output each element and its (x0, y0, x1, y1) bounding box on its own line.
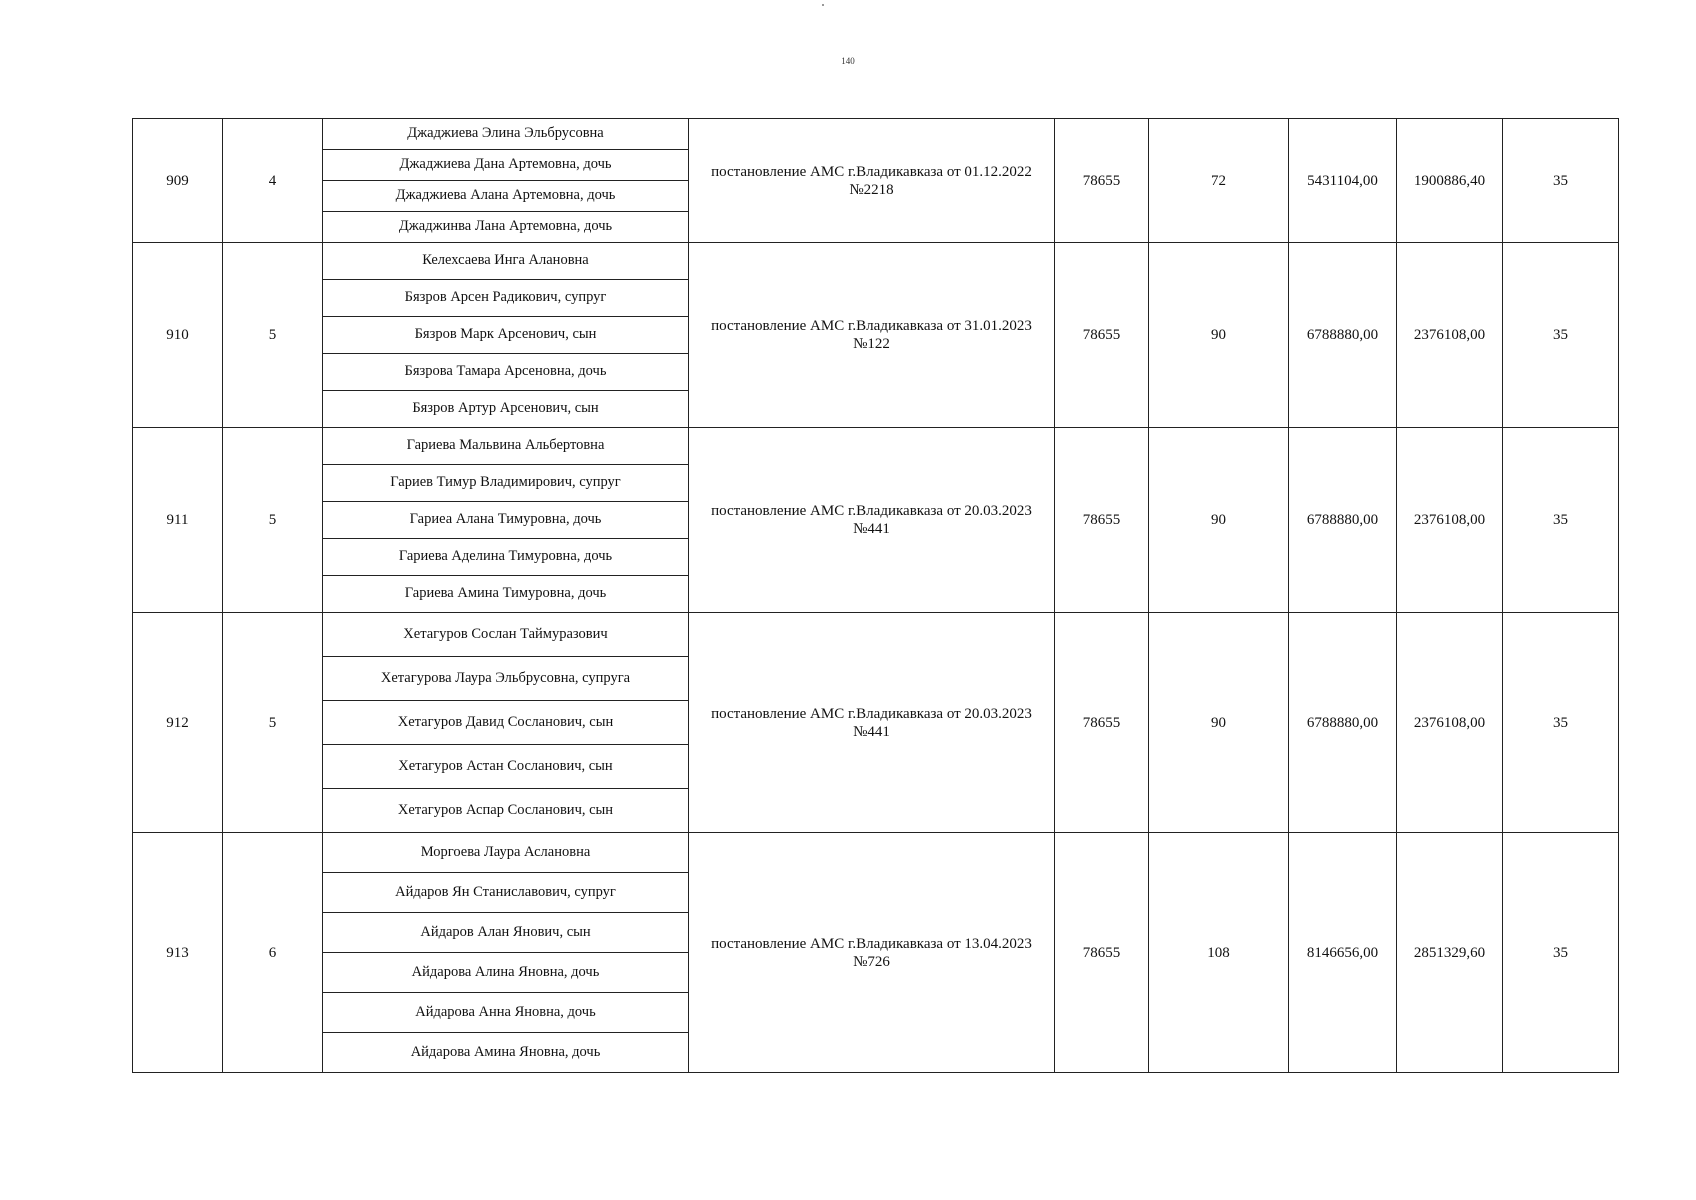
subsidy-amount: 2376108,00 (1397, 243, 1503, 428)
decree-cell (689, 428, 1055, 613)
family-member-name: Джаджинва Лана Артемовна, дочь (323, 212, 689, 243)
family-member-name: Джаджиева Дана Артемовна, дочь (323, 150, 689, 181)
scan-artifact (822, 4, 824, 6)
decree-number: №441 (853, 521, 890, 537)
family-member-name: Айдаров Ян Станиславович, супруг (323, 873, 689, 913)
decree-text: постановление АМС г.Владикавказа от 20.03.2023 (711, 705, 1032, 722)
family-size: 4 (223, 119, 323, 243)
housing-area: 72 (1149, 119, 1289, 243)
decree-number: №441 (853, 723, 890, 740)
decree-number: №726 (853, 953, 890, 970)
family-member-name: Гариева Аделина Тимуровна, дочь (323, 539, 689, 576)
records-body (133, 119, 1619, 1073)
records-table (132, 118, 1619, 1073)
family-member-name: Бязров Марк Арсенович, сын (323, 317, 689, 354)
family-member-name: Гариева Амина Тимуровна, дочь (323, 576, 689, 613)
price-per-sqm: 78655 (1055, 119, 1149, 243)
table-row (133, 243, 1619, 280)
decree-number: №2218 (849, 181, 894, 198)
subsidy-amount: 2376108,00 (1397, 613, 1503, 833)
subsidy-amount: 1900886,40 (1397, 119, 1503, 243)
table-row (133, 613, 1619, 657)
family-member-name: Хетагуров Сослан Таймуразович (323, 613, 689, 657)
record-number: 909 (133, 119, 223, 243)
decree-text: постановление АМС г.Владикавказа от 20.03.2023 (711, 503, 1032, 519)
price-per-sqm: 78655 (1055, 833, 1149, 1073)
family-member-name: Хетагуров Аспар Сосланович, сын (323, 789, 689, 833)
family-size: 5 (223, 428, 323, 613)
total-cost: 6788880,00 (1289, 613, 1397, 833)
decree-text: постановление АМС г.Владикавказа от 01.12.2022 (711, 163, 1032, 180)
price-per-sqm: 78655 (1055, 613, 1149, 833)
total-cost: 8146656,00 (1289, 833, 1397, 1073)
decree-cell (689, 833, 1055, 1073)
decree-cell (689, 243, 1055, 428)
family-member-name: Айдаров Алан Янович, сын (323, 913, 689, 953)
subsidy-percent: 35 (1503, 119, 1619, 243)
family-member-name: Айдарова Амина Яновна, дочь (323, 1033, 689, 1073)
family-member-name: Келехсаева Инга Алановна (323, 243, 689, 280)
housing-area: 90 (1149, 428, 1289, 613)
family-size: 5 (223, 613, 323, 833)
record-number: 912 (133, 613, 223, 833)
family-member-name: Гариеа Алана Тимуровна, дочь (323, 502, 689, 539)
subsidy-amount: 2851329,60 (1397, 833, 1503, 1073)
total-cost: 5431104,00 (1289, 119, 1397, 243)
family-size: 5 (223, 243, 323, 428)
price-per-sqm: 78655 (1055, 243, 1149, 428)
family-member-name: Айдарова Анна Яновна, дочь (323, 993, 689, 1033)
family-member-name: Гариева Мальвина Альбертовна (323, 428, 689, 465)
housing-area: 90 (1149, 243, 1289, 428)
family-member-name: Моргоева Лаура Аслановна (323, 833, 689, 873)
housing-area: 108 (1149, 833, 1289, 1073)
table-row (133, 428, 1619, 465)
decree-text: постановление АМС г.Владикавказа от 13.04.2023 (711, 935, 1032, 952)
table-row (133, 119, 1619, 150)
decree-cell (689, 119, 1055, 243)
subsidy-amount: 2376108,00 (1397, 428, 1503, 613)
family-member-name: Бязров Артур Арсенович, сын (323, 391, 689, 428)
family-member-name: Гариев Тимур Владимирович, супруг (323, 465, 689, 502)
subsidy-percent: 35 (1503, 428, 1619, 613)
record-number: 911 (133, 428, 223, 613)
family-member-name: Айдарова Алина Яновна, дочь (323, 953, 689, 993)
decree-cell (689, 613, 1055, 833)
record-number: 910 (133, 243, 223, 428)
family-size: 6 (223, 833, 323, 1073)
family-member-name: Джаджиева Элина Эльбрусовна (323, 119, 689, 150)
price-per-sqm: 78655 (1055, 428, 1149, 613)
table-row (133, 833, 1619, 873)
family-member-name: Бязрова Тамара Арсеновна, дочь (323, 354, 689, 391)
record-number: 913 (133, 833, 223, 1073)
total-cost: 6788880,00 (1289, 428, 1397, 613)
subsidy-percent: 35 (1503, 833, 1619, 1073)
decree-text: постановление АМС г.Владикавказа от 31.01.2023 (711, 318, 1032, 334)
family-member-name: Джаджиева Алана Артемовна, дочь (323, 181, 689, 212)
subsidy-percent: 35 (1503, 243, 1619, 428)
family-member-name: Хетагуров Астан Сосланович, сын (323, 745, 689, 789)
family-member-name: Хетагуров Давид Сосланович, сын (323, 701, 689, 745)
housing-area: 90 (1149, 613, 1289, 833)
page-number: 140 (841, 56, 855, 66)
subsidy-percent: 35 (1503, 613, 1619, 833)
total-cost: 6788880,00 (1289, 243, 1397, 428)
decree-number: №122 (853, 336, 890, 352)
family-member-name: Бязров Арсен Радикович, супруг (323, 280, 689, 317)
family-member-name: Хетагурова Лаура Эльбрусовна, супруга (323, 657, 689, 701)
